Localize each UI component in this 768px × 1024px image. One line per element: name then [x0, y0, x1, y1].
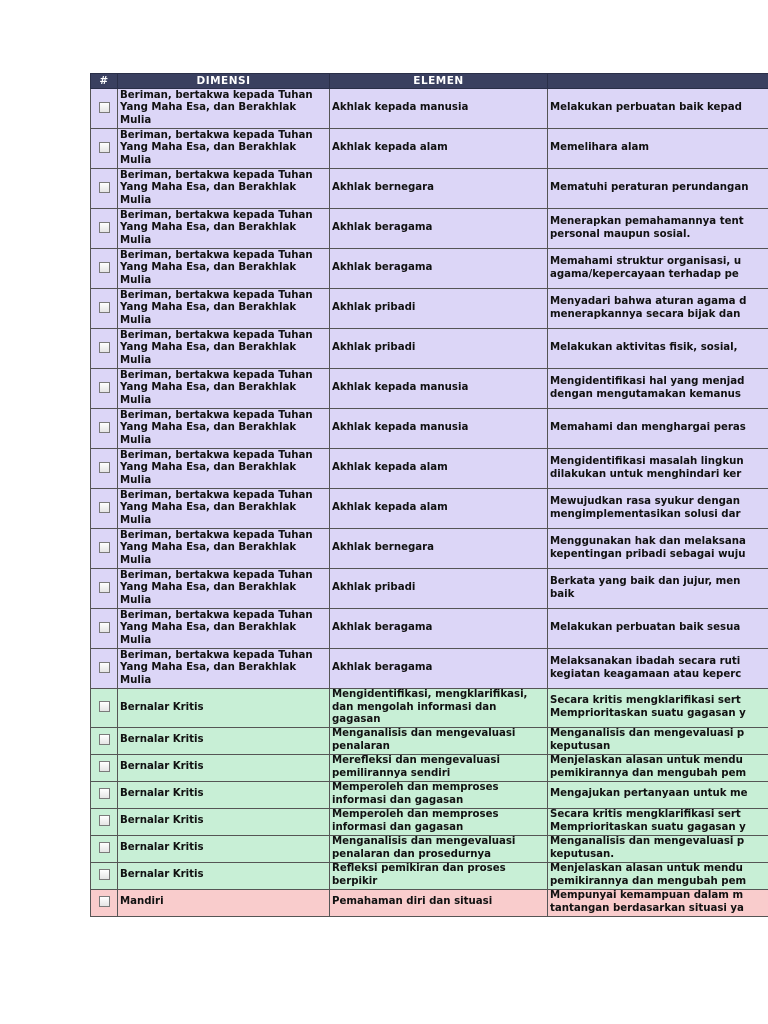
dimensi-cell: Bernalar Kritis: [118, 808, 330, 835]
row-checkbox[interactable]: [99, 815, 110, 826]
row-checkbox[interactable]: [99, 222, 110, 233]
elemen-cell: Refleksi pemikiran dan proses berpikir: [330, 862, 548, 889]
subelemen-cell: Mengajukan pertanyaan untuk me: [548, 781, 768, 808]
row-checkbox[interactable]: [99, 662, 110, 673]
dimensi-cell: Bernalar Kritis: [118, 835, 330, 862]
subelemen-cell: Memahami struktur organisasi, u agama/kepercayaan terhadap pe: [548, 249, 768, 289]
elemen-cell: Pemahaman diri dan situasi: [330, 889, 548, 916]
row-checkbox[interactable]: [99, 382, 110, 393]
row-select-cell: [91, 649, 118, 689]
row-select-cell: [91, 781, 118, 808]
row-select-cell: [91, 449, 118, 489]
table-row: [91, 169, 768, 209]
row-select-cell: [91, 209, 118, 249]
row-select-cell: [91, 609, 118, 649]
table-row: [91, 409, 768, 449]
table-row: [91, 808, 768, 835]
row-checkbox[interactable]: [99, 262, 110, 273]
dimensi-cell: Beriman, bertakwa kepada Tuhan Yang Maha Esa, dan Berakhlak Mulia: [118, 489, 330, 529]
subelemen-cell: Secara kritis mengklarifikasi sert Memprioritaskan suatu gagasan y: [548, 808, 768, 835]
table-row: [91, 569, 768, 609]
elemen-cell: Merefleksi dan mengevaluasi pemilirannya sendiri: [330, 754, 548, 781]
table-row: [91, 129, 768, 169]
dimensi-cell: Mandiri: [118, 889, 330, 916]
row-checkbox[interactable]: [99, 502, 110, 513]
dimensi-cell: Beriman, bertakwa kepada Tuhan Yang Maha Esa, dan Berakhlak Mulia: [118, 609, 330, 649]
elemen-cell: Akhlak beragama: [330, 649, 548, 689]
subelemen-cell: Mengidentifikasi hal yang menjad dengan mengutamakan kemanus: [548, 369, 768, 409]
elemen-cell: Akhlak beragama: [330, 209, 548, 249]
header-subelemen: [548, 74, 768, 89]
row-checkbox[interactable]: [99, 342, 110, 353]
table-body: [91, 89, 768, 917]
elemen-cell: Akhlak kepada alam: [330, 489, 548, 529]
subelemen-cell: Menjelaskan alasan untuk mendu pemikirannya dan mengubah pem: [548, 754, 768, 781]
subelemen-cell: Melaksanakan ibadah secara ruti kegiatan keagamaan atau keperc: [548, 649, 768, 689]
row-select-cell: [91, 689, 118, 728]
row-select-cell: [91, 409, 118, 449]
row-select-cell: [91, 862, 118, 889]
row-checkbox[interactable]: [99, 422, 110, 433]
dimensi-cell: Bernalar Kritis: [118, 727, 330, 754]
elemen-cell: Mengidentifikasi, mengklarifikasi, dan mengolah informasi dan gagasan: [330, 689, 548, 728]
row-checkbox[interactable]: [99, 182, 110, 193]
elemen-cell: Menganalisis dan mengevaluasi penalaran dan prosedurnya: [330, 835, 548, 862]
row-checkbox[interactable]: [99, 542, 110, 553]
dimensi-cell: Beriman, bertakwa kepada Tuhan Yang Maha Esa, dan Berakhlak Mulia: [118, 409, 330, 449]
table-row: [91, 754, 768, 781]
elemen-cell: Akhlak kepada manusia: [330, 89, 548, 129]
elemen-cell: Akhlak kepada alam: [330, 449, 548, 489]
row-checkbox[interactable]: [99, 788, 110, 799]
subelemen-cell: Menggunakan hak dan melaksana kepentingan pribadi sebagai wuju: [548, 529, 768, 569]
dimensi-cell: Beriman, bertakwa kepada Tuhan Yang Maha Esa, dan Berakhlak Mulia: [118, 649, 330, 689]
row-select-cell: [91, 289, 118, 329]
table-row: [91, 329, 768, 369]
table-row: [91, 781, 768, 808]
row-select-cell: [91, 129, 118, 169]
table-row: [91, 727, 768, 754]
subelemen-cell: Menerapkan pemahamannya tent personal maupun sosial.: [548, 209, 768, 249]
dimensi-cell: Bernalar Kritis: [118, 781, 330, 808]
header-elemen: ELEMEN: [330, 74, 548, 89]
row-select-cell: [91, 754, 118, 781]
elemen-cell: Akhlak pribadi: [330, 329, 548, 369]
dimensi-cell: Beriman, bertakwa kepada Tuhan Yang Maha Esa, dan Berakhlak Mulia: [118, 329, 330, 369]
table-row: [91, 209, 768, 249]
table-row: [91, 249, 768, 289]
dimensi-cell: Beriman, bertakwa kepada Tuhan Yang Maha Esa, dan Berakhlak Mulia: [118, 289, 330, 329]
row-checkbox[interactable]: [99, 142, 110, 153]
subelemen-cell: Menjelaskan alasan untuk mendu pemikirannya dan mengubah pem: [548, 862, 768, 889]
elemen-cell: Akhlak kepada manusia: [330, 369, 548, 409]
table-row: [91, 289, 768, 329]
row-select-cell: [91, 489, 118, 529]
row-checkbox[interactable]: [99, 734, 110, 745]
elemen-cell: Memperoleh dan memproses informasi dan gagasan: [330, 808, 548, 835]
row-select-cell: [91, 169, 118, 209]
row-select-cell: [91, 329, 118, 369]
elemen-cell: Akhlak kepada alam: [330, 129, 548, 169]
elemen-cell: Akhlak pribadi: [330, 289, 548, 329]
subelemen-cell: Memelihara alam: [548, 129, 768, 169]
subelemen-cell: Menyadari bahwa aturan agama d menerapkannya secara bijak dan: [548, 289, 768, 329]
elemen-cell: Memperoleh dan memproses informasi dan gagasan: [330, 781, 548, 808]
dimensi-cell: Bernalar Kritis: [118, 754, 330, 781]
subelemen-cell: Melakukan aktivitas fisik, sosial,: [548, 329, 768, 369]
elemen-cell: Akhlak beragama: [330, 249, 548, 289]
row-checkbox[interactable]: [99, 462, 110, 473]
row-checkbox[interactable]: [99, 302, 110, 313]
dimensi-cell: Beriman, bertakwa kepada Tuhan Yang Maha Esa, dan Berakhlak Mulia: [118, 529, 330, 569]
row-select-cell: [91, 889, 118, 916]
subelemen-cell: Menganalisis dan mengevaluasi p keputusan.: [548, 835, 768, 862]
spreadsheet: [90, 73, 768, 917]
subelemen-cell: Melakukan perbuatan baik kepad: [548, 89, 768, 129]
row-select-cell: [91, 808, 118, 835]
elemen-cell: Akhlak bernegara: [330, 529, 548, 569]
row-checkbox[interactable]: [99, 622, 110, 633]
dimensi-cell: Beriman, bertakwa kepada Tuhan Yang Maha Esa, dan Berakhlak Mulia: [118, 209, 330, 249]
row-checkbox[interactable]: [99, 869, 110, 880]
dimensi-cell: Beriman, bertakwa kepada Tuhan Yang Maha Esa, dan Berakhlak Mulia: [118, 89, 330, 129]
row-checkbox[interactable]: [99, 896, 110, 907]
header-dimensi: DIMENSI: [118, 74, 330, 89]
table-row: [91, 369, 768, 409]
dimensi-cell: Beriman, bertakwa kepada Tuhan Yang Maha Esa, dan Berakhlak Mulia: [118, 369, 330, 409]
row-select-cell: [91, 249, 118, 289]
dimensi-cell: Beriman, bertakwa kepada Tuhan Yang Maha Esa, dan Berakhlak Mulia: [118, 169, 330, 209]
table-row: [91, 862, 768, 889]
table-row: [91, 449, 768, 489]
dimensi-cell: Bernalar Kritis: [118, 862, 330, 889]
elemen-cell: Akhlak beragama: [330, 609, 548, 649]
header-row: [91, 74, 768, 89]
dimensi-cell: Beriman, bertakwa kepada Tuhan Yang Maha Esa, dan Berakhlak Mulia: [118, 449, 330, 489]
elemen-cell: Akhlak pribadi: [330, 569, 548, 609]
row-select-cell: [91, 835, 118, 862]
dimensi-cell: Beriman, bertakwa kepada Tuhan Yang Maha Esa, dan Berakhlak Mulia: [118, 249, 330, 289]
table-row: [91, 89, 768, 129]
table-row: [91, 609, 768, 649]
elemen-cell: Akhlak kepada manusia: [330, 409, 548, 449]
subelemen-cell: Menganalisis dan mengevaluasi p keputusan: [548, 727, 768, 754]
table-row: [91, 689, 768, 728]
header-number: #: [91, 74, 118, 89]
row-select-cell: [91, 569, 118, 609]
row-select-cell: [91, 529, 118, 569]
elemen-cell: Menganalisis dan mengevaluasi penalaran: [330, 727, 548, 754]
table-row: [91, 489, 768, 529]
subelemen-cell: Mematuhi peraturan perundangan: [548, 169, 768, 209]
subelemen-cell: Melakukan perbuatan baik sesua: [548, 609, 768, 649]
row-checkbox[interactable]: [99, 582, 110, 593]
dimensi-cell: Beriman, bertakwa kepada Tuhan Yang Maha Esa, dan Berakhlak Mulia: [118, 569, 330, 609]
row-select-cell: [91, 369, 118, 409]
p5-dimension-table: [90, 73, 768, 917]
dimensi-cell: Beriman, bertakwa kepada Tuhan Yang Maha Esa, dan Berakhlak Mulia: [118, 129, 330, 169]
subelemen-cell: Mewujudkan rasa syukur dengan mengimplementasikan solusi dar: [548, 489, 768, 529]
table-row: [91, 529, 768, 569]
elemen-cell: Akhlak bernegara: [330, 169, 548, 209]
table-row: [91, 649, 768, 689]
row-checkbox[interactable]: [99, 102, 110, 113]
subelemen-cell: Memahami dan menghargai peras: [548, 409, 768, 449]
subelemen-cell: Berkata yang baik dan jujur, men baik: [548, 569, 768, 609]
row-checkbox[interactable]: [99, 761, 110, 772]
subelemen-cell: Secara kritis mengklarifikasi sert Memprioritaskan suatu gagasan y: [548, 689, 768, 728]
table-row: [91, 889, 768, 916]
row-checkbox[interactable]: [99, 701, 110, 712]
row-select-cell: [91, 727, 118, 754]
subelemen-cell: Mempunyai kemampuan dalam m tantangan berdasarkan situasi ya: [548, 889, 768, 916]
subelemen-cell: Mengidentifikasi masalah lingkun dilakukan untuk menghindari ker: [548, 449, 768, 489]
row-select-cell: [91, 89, 118, 129]
dimensi-cell: Bernalar Kritis: [118, 689, 330, 728]
row-checkbox[interactable]: [99, 842, 110, 853]
table-row: [91, 835, 768, 862]
